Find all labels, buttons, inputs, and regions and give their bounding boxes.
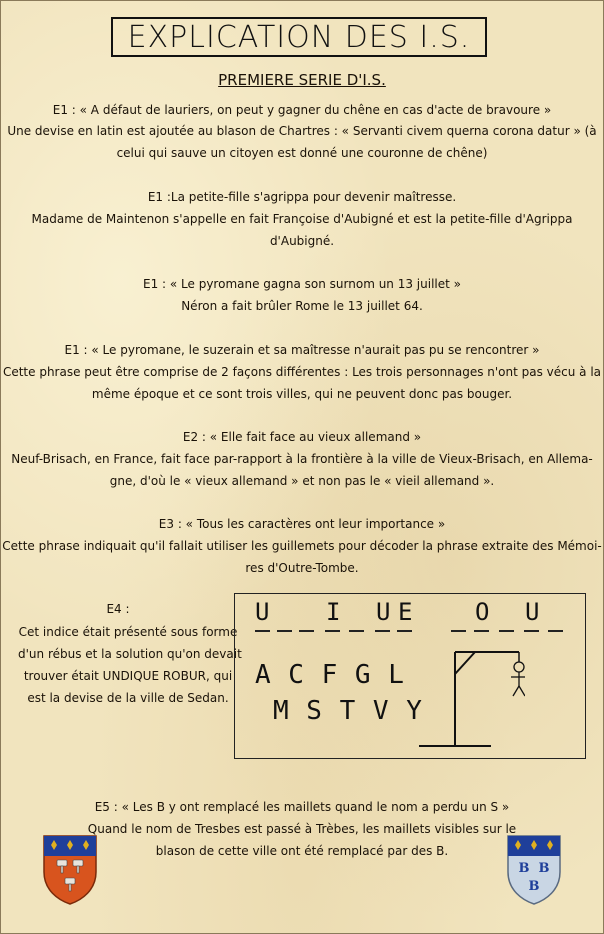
word2-letter-4: U [525,598,540,626]
word1-dash-1 [255,630,270,632]
used-letters-row-2: M S T V Y [273,696,423,726]
hangman-rebus [234,593,586,759]
clue-b4-line-2: Cette phrase peut être comprise de 2 façons différentes : Les trois personnages n'ont pas vécu à la [2,365,602,379]
used-letters-row-1: A C F G L [255,660,405,690]
clue-b4-line-1: E1 : « Le pyromane, le suzerain et sa maîtresse n'aurait pas pu se rencontrer » [64,343,540,357]
clue-b4-line-3: même époque et ce sont trois villes, qui ne peuvent donc pas bouger. [91,387,513,401]
clue-b5-line-3: gne, d'où le « vieux allemand » et non pas le « vieil allemand ». [109,474,495,488]
word2-dash-4 [524,630,539,632]
clue-b2-line-1: E1 :La petite-fille s'agrippa pour devenir maîtresse. [147,190,457,204]
series-subtitle: PREMIERE SERIE D'I.S. [218,71,386,89]
word1-dash-3 [299,630,314,632]
coat-of-arms-b-letters-icon [506,834,562,906]
clue-b6-line-2: Cette phrase indiquait qu'il fallait utiliser les guillemets pour décoder la phrase extraite des Mémoi- [2,539,602,553]
word2-dash-3 [499,630,514,632]
word1-dash-2 [277,630,292,632]
clue-b7-line-3: blason de cette ville ont été remplacé par des B. [155,844,449,858]
clue-b1-line-3: celui qui sauve un citoyen est donné une couronne de chêne) [116,146,488,160]
word2-dash-2 [474,630,489,632]
shield-letter-1: B [518,861,530,876]
word1-letter-4: I [326,598,341,626]
e4-line-3: trouver était UNDIQUE ROBUR, qui [23,669,233,683]
clue-b5-line-2: Neuf-Brisach, en France, fait face par-rapport à la frontière à la ville de Vieux-Brisach, en Allema- [11,452,593,466]
e4-line-2: d'un rébus et la solution qu'on devait [18,647,242,661]
e4-line-1: Cet indice était présenté sous forme [18,625,238,639]
coat-of-arms-mallets-icon [42,834,98,906]
clue-b2-line-3: d'Aubigné. [269,234,335,248]
clue-b1-line-1: E1 : « A défaut de lauriers, on peut y gagner du chêne en cas d'acte de bravoure » [52,103,552,117]
shield-letter-3: B [528,879,540,894]
clue-b7-line-2: Quand le nom de Tresbes est passé à Trèbes, les maillets visibles sur le [87,822,517,836]
word2-dash-5 [548,630,563,632]
e4-heading: E4 : [106,602,130,616]
clue-b7-line-1: E5 : « Les B y ont remplacé les maillets quand le nom a perdu un S » [94,800,510,814]
word1-dash-6 [375,630,390,632]
word1-dash-7 [397,630,412,632]
clue-b6-line-1: E3 : « Tous les caractères ont leur importance » [158,517,446,531]
word1-letter-6: U [376,598,391,626]
clue-b1-line-2: Une devise en latin est ajoutée au blason de Chartres : « Servanti civem querna corona datur » (à [7,124,597,138]
word1-dash-4 [325,630,340,632]
clue-b5-line-1: E2 : « Elle fait face au vieux allemand » [182,430,422,444]
page-title: EXPLICATION DES I.S. [111,17,487,57]
word2-dash-1 [451,630,466,632]
shield-letter-2: B [538,861,550,876]
clue-b3-line-1: E1 : « Le pyromane gagna son surnom un 13 juillet » [143,277,461,291]
e4-line-4: est la devise de la ville de Sedan. [27,691,229,705]
word1-letter-7: E [398,598,413,626]
gallows-icon [415,644,525,754]
word1-letter-1: U [255,598,270,626]
word2-letter-2: O [475,598,490,626]
word1-dash-5 [349,630,364,632]
clue-b6-line-3: res d'Outre-Tombe. [245,561,359,575]
clue-b3-line-2: Néron a fait brûler Rome le 13 juillet 64. [181,299,423,313]
clue-b2-line-2: Madame de Maintenon s'appelle en fait Françoise d'Aubigné et est la petite-fille d'Agrippa [31,212,573,226]
